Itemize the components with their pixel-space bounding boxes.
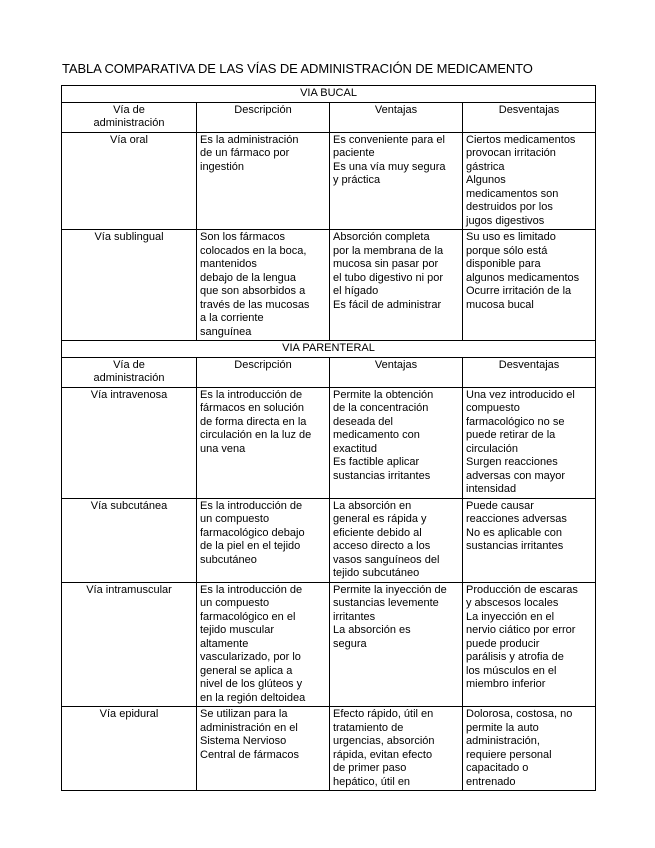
col-via: Vía intramuscular (62, 582, 197, 707)
col-ventajas: Absorción completa por la membrana de la mucosa sin pasar por el tubo digestivo ni por el hígado Es fácil de administrar (330, 230, 463, 341)
col-descripcion: Es la introducción de fármacos en solución de forma directa en la circulación en la luz de una vena (197, 387, 330, 498)
col-ventajas: La absorción en general es rápida y eficiente debido al acceso directo a los vasos sanguíneos del tejido subcutáneo (330, 498, 463, 582)
col-descripcion: Son los fármacos colocados en la boca, mantenidos debajo de la lengua que son absorbidos a través de las mucosas a la corriente sanguínea (197, 230, 330, 341)
col-desventajas: Ciertos medicamentos provocan irritación gástrica Algunos medicamentos son destruidos por los jugos digestivos (463, 132, 596, 230)
col-descripcion: Se utilizan para la administración en el Sistema Nervioso Central de fármacos (197, 707, 330, 791)
column-header: Ventajas (330, 102, 463, 132)
column-header: Descripción (197, 102, 330, 132)
col-via: Vía oral (62, 132, 197, 230)
section-title: VIA BUCAL (62, 86, 596, 103)
page-title: TABLA COMPARATIVA DE LAS VÍAS DE ADMINISTRACIÓN DE MEDICAMENTO (62, 61, 533, 76)
col-desventajas: Producción de escaras y abscesos locales La inyección en el nervio ciático por error puede producir parálisis y atrofia de los músculos en el miembro inferior (463, 582, 596, 707)
header-row (62, 102, 596, 132)
col-via: Vía subcutánea (62, 498, 197, 582)
column-header: Ventajas (330, 357, 463, 387)
col-ventajas: Permite la obtención de la concentración deseada del medicamento con exactitud Es factible aplicar sustancias irritantes (330, 387, 463, 498)
col-via: Vía epidural (62, 707, 197, 791)
col-descripcion: Es la introducción de un compuesto farmacológico en el tejido muscular altamente vascularizado, por lo general se aplica a nivel de los glúteos y en la región deltoidea (197, 582, 330, 707)
table-row (62, 582, 596, 707)
table-row (62, 498, 596, 582)
col-via: Vía sublingual (62, 230, 197, 341)
col-desventajas: Puede causar reacciones adversas No es aplicable con sustancias irritantes (463, 498, 596, 582)
header-row (62, 357, 596, 387)
column-header: Desventajas (463, 357, 596, 387)
col-ventajas: Permite la inyección de sustancias levemente irritantes La absorción es segura (330, 582, 463, 707)
column-header: Descripción (197, 357, 330, 387)
section-row (62, 86, 596, 103)
col-desventajas: Una vez introducido el compuesto farmacológico no se puede retirar de la circulación Surgen reacciones adversas con mayor intensidad (463, 387, 596, 498)
table-row (62, 707, 596, 791)
col-ventajas: Es conveniente para el paciente Es una vía muy segura y práctica (330, 132, 463, 230)
col-via: Vía intravenosa (62, 387, 197, 498)
col-ventajas: Efecto rápido, útil en tratamiento de urgencias, absorción rápida, evitan efecto de primer paso hepático, útil en (330, 707, 463, 791)
column-header: Vía de administración (62, 357, 197, 387)
column-header: Vía de administración (62, 102, 197, 132)
col-desventajas: Su uso es limitado porque sólo está disponible para algunos medicamentos Ocurre irritación de la mucosa bucal (463, 230, 596, 341)
col-descripcion: Es la administración de un fármaco por ingestión (197, 132, 330, 230)
table-row (62, 230, 596, 341)
column-header: Desventajas (463, 102, 596, 132)
col-descripcion: Es la introducción de un compuesto farmacológico debajo de la piel en el tejido subcutáneo (197, 498, 330, 582)
col-desventajas: Dolorosa, costosa, no permite la auto administración, requiere personal capacitado o entrenado (463, 707, 596, 791)
table-row (62, 132, 596, 230)
section-title: VIA PARENTERAL (62, 341, 596, 358)
table-row (62, 387, 596, 498)
section-row (62, 341, 596, 358)
comparison-table (61, 85, 596, 791)
